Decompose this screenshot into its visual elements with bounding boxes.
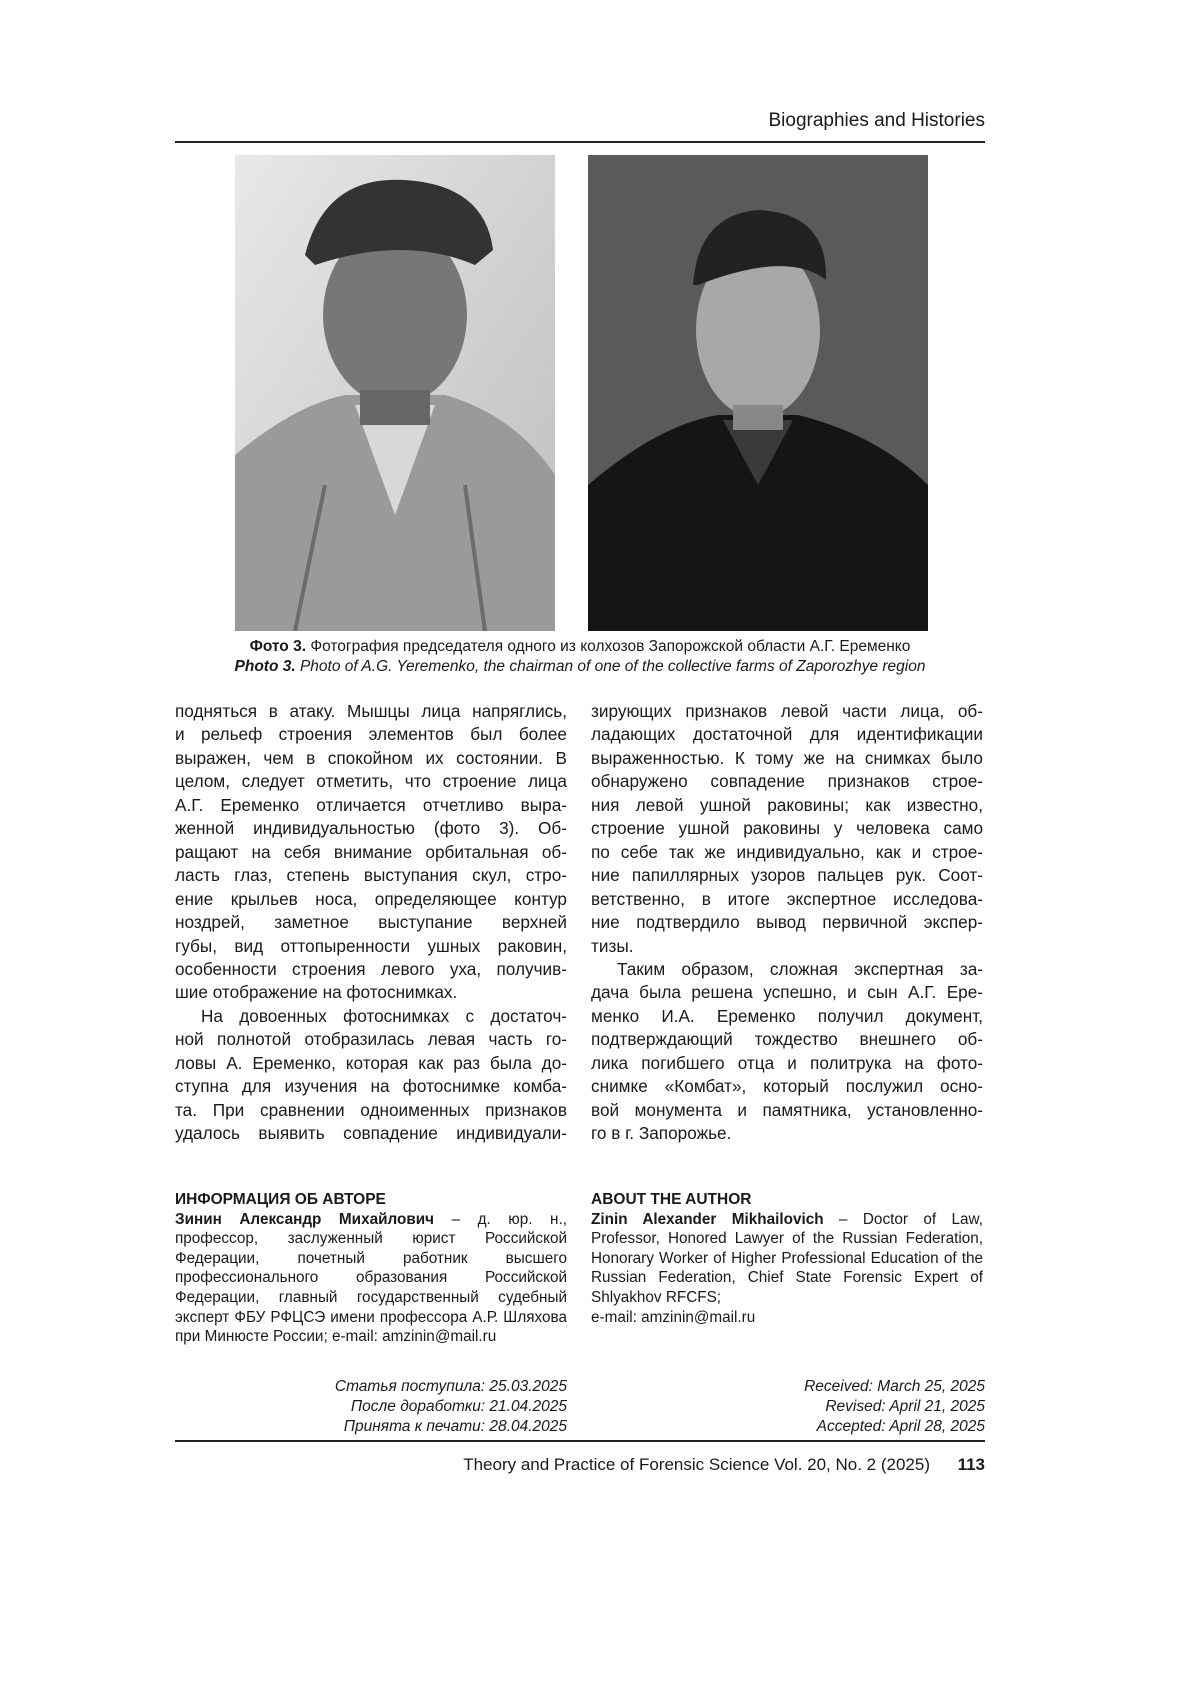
body-text-line: На довоенных фотоснимках с достаточ- xyxy=(175,1005,567,1028)
page-number: 113 xyxy=(958,1455,985,1475)
body-text-line: дача была решена успешно, и сын А.Г. Ере- xyxy=(591,981,983,1004)
body-text-line: и рельеф строения элементов был более xyxy=(175,723,567,746)
body-text-line: по себе так же индивидуально, как и строе- xyxy=(591,841,983,864)
photo-yeremenko-cap xyxy=(235,155,555,631)
body-text-line: целом, следует отметить, что строение лица xyxy=(175,770,567,793)
body-column-left xyxy=(175,700,567,1146)
body-text-line: менко И.А. Еременко получил документ, xyxy=(591,1005,983,1028)
body-text-line: го в г. Запорожье. xyxy=(591,1122,983,1145)
body-text-line: ноздрей, заметное выступание верхней xyxy=(175,911,567,934)
body-text-line: ной полнотой отобразилась левая часть го- xyxy=(175,1028,567,1051)
caption-ru-text: Фотография председателя одного из колхозов Запорожской области А.Г. Еременко xyxy=(306,638,910,655)
body-text-line: ния левой ушной раковины; как известно, xyxy=(591,794,983,817)
author-en-text: – Doctor of Law, Professor, Honored Lawyer of the Russian Federation, Honorary Worker of Higher Professional Education of the Russian Federation, Chief State Forensic Expert of Shlyakhov RFCFS; xyxy=(591,1211,983,1306)
author-ru-name: Зинин Александр Михайлович xyxy=(175,1211,434,1228)
body-text-line: ловы А. Еременко, которая как раз была до- xyxy=(175,1052,567,1075)
body-text-line: шие отображение на фотоснимках. xyxy=(175,981,567,1004)
author-en-email: e-mail: amzinin@mail.ru xyxy=(591,1308,983,1328)
author-info-en xyxy=(591,1190,983,1327)
body-text-line: Таким образом, сложная экспертная за- xyxy=(591,958,983,981)
photo-yeremenko-portrait xyxy=(588,155,928,631)
date-received-ru: Статья поступила: 25.03.2025 xyxy=(175,1377,567,1397)
caption-ru-label: Фото 3. xyxy=(250,638,306,655)
body-text-line: вой монумента и памятника, установленно- xyxy=(591,1099,983,1122)
body-text-line: та. При сравнении одноименных признаков xyxy=(175,1099,567,1122)
body-text-line: снимке «Комбат», который послужил осно- xyxy=(591,1075,983,1098)
body-text-line: ступна для изучения на фотоснимке комба- xyxy=(175,1075,567,1098)
author-ru-text: – д. юр. н., профессор, заслуженный юрист Российской Федерации, почетный работник высшего профессионального образования Российской Федерации, главный государственный судебный эксперт ФБУ РФЦСЭ имени профессора А.Р. Шляхова при Минюсте России; e-mail: amzinin@mail.ru xyxy=(175,1211,567,1346)
body-text-line: женной индивидуальностью (фото 3). Об- xyxy=(175,817,567,840)
body-column-right xyxy=(591,700,983,1146)
body-text-line: выраженностью. К тому же на снимках было xyxy=(591,747,983,770)
body-text-line: зирующих признаков левой части лица, об- xyxy=(591,700,983,723)
caption-en-label: Photo 3. xyxy=(235,658,296,675)
body-text-line: ращают на себя внимание орбитальная об- xyxy=(175,841,567,864)
author-info-en-heading: ABOUT THE AUTHOR xyxy=(591,1190,983,1210)
author-info-ru xyxy=(175,1190,567,1347)
caption-en-text: Photo of A.G. Yeremenko, the chairman of one of the collective farms of Zaporozhye region xyxy=(296,658,926,675)
date-received-en: Received: March 25, 2025 xyxy=(593,1377,985,1397)
body-text-line: лика погибшего отца и политрука на фото- xyxy=(591,1052,983,1075)
body-text-line: ение крыльев носа, определяющее контур xyxy=(175,888,567,911)
body-text-line: ласть глаз, степень выступания скул, стро- xyxy=(175,864,567,887)
body-text-line: тизы. xyxy=(591,935,983,958)
body-text-line: выражен, чем в спокойном их состоянии. В xyxy=(175,747,567,770)
date-accepted-en: Accepted: April 28, 2025 xyxy=(593,1417,985,1437)
body-text-line: обнаружено совпадение признаков строе- xyxy=(591,770,983,793)
body-text-line: строение ушной раковины у человека само xyxy=(591,817,983,840)
body-text-line: ладающих достаточной для идентификации xyxy=(591,723,983,746)
header-rule xyxy=(175,141,985,143)
body-text-line: подняться в атаку. Мышцы лица напряглись, xyxy=(175,700,567,723)
date-revised-en: Revised: April 21, 2025 xyxy=(593,1397,985,1417)
body-text-line: губы, вид оттопыренности ушных раковин, xyxy=(175,935,567,958)
date-revised-ru: После доработки: 21.04.2025 xyxy=(175,1397,567,1417)
body-text-line: удалось выявить совпадение индивидуали- xyxy=(175,1122,567,1145)
photo-caption xyxy=(175,637,985,677)
running-head: Biographies and Histories xyxy=(768,110,985,132)
body-text-line: ние папиллярных узоров пальцев рук. Соот- xyxy=(591,864,983,887)
date-accepted-ru: Принята к печати: 28.04.2025 xyxy=(175,1417,567,1437)
body-text-line: А.Г. Еременко отличается отчетливо выра- xyxy=(175,794,567,817)
body-text-line: подтверждающий тождество внешнего об- xyxy=(591,1028,983,1051)
author-info-ru-heading: ИНФОРМАЦИЯ ОБ АВТОРЕ xyxy=(175,1190,567,1210)
journal-footer: Theory and Practice of Forensic Science Vol. 20, No. 2 (2025) xyxy=(463,1455,930,1475)
author-en-name: Zinin Alexander Mikhailovich xyxy=(591,1211,824,1228)
body-text-line: ветственно, в итоге экспертное исследова- xyxy=(591,888,983,911)
body-text-line: особенности строения левого уха, получив- xyxy=(175,958,567,981)
footer-rule xyxy=(175,1440,985,1442)
dates-en xyxy=(593,1377,985,1437)
body-text-line: ние подтвердило вывод первичной экспер- xyxy=(591,911,983,934)
dates-ru xyxy=(175,1377,567,1437)
